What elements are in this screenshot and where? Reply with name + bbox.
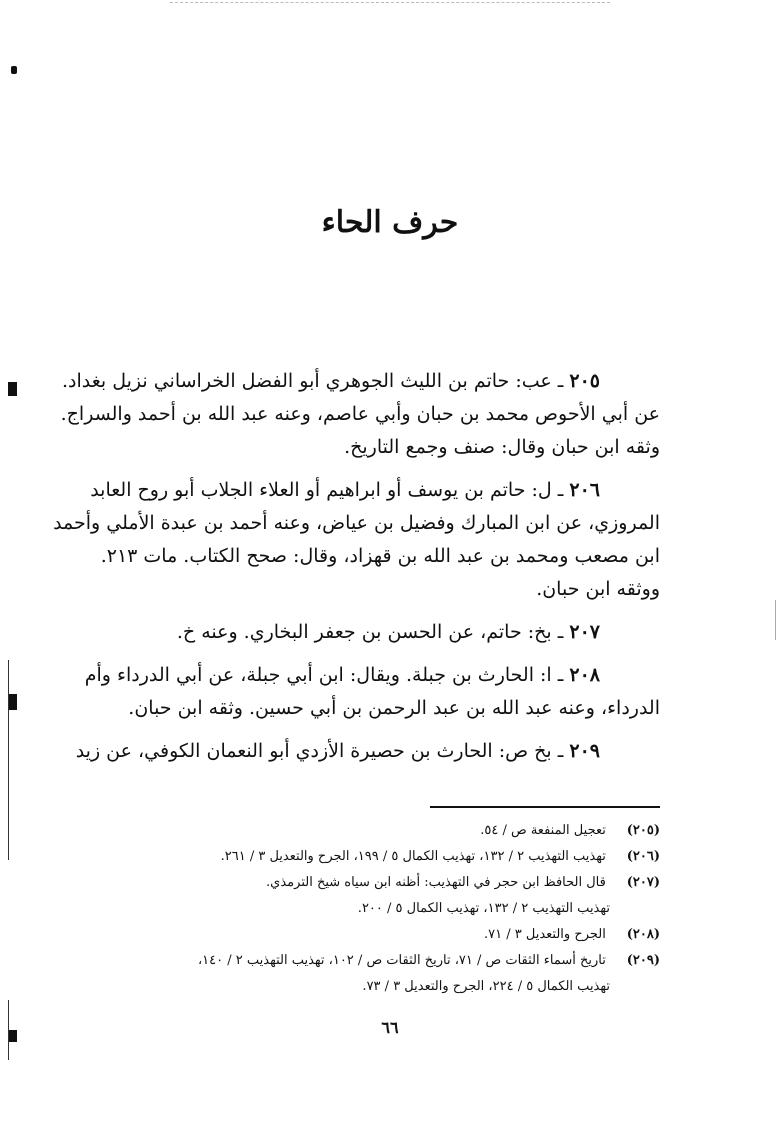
footnote-separator <box>430 806 660 808</box>
scan-mark <box>8 694 17 710</box>
entry-number: ٢٠٧ <box>569 621 600 643</box>
entry-207 <box>104 616 660 649</box>
page-right-edge <box>775 600 776 640</box>
entry-text: ـ بخ ص: الحارث بن حصيرة الأزدي أبو النعمان الكوفي، عن زيد <box>75 740 564 762</box>
entry-text: ـ ل: حاتم بن يوسف أو ابراهيم أو العلاء الجلاب أبو روح العابد <box>90 479 564 501</box>
footnote-number: (٢٠٦) <box>626 849 660 864</box>
entry-number: ٢٠٨ <box>569 664 600 686</box>
footnote-205 <box>100 818 660 844</box>
entry-line: الدرداء، وعنه عبد الله بن عبد الرحمن بن أبي حسين. وثقه ابن حبان. <box>128 697 660 719</box>
entry-first-line <box>104 616 660 649</box>
footnotes <box>100 818 660 1000</box>
entry-206 <box>53 474 660 606</box>
footnote-text: قال الحافظ ابن حجر في التهذيب: أظنه ابن سياه شيخ الترمذي. <box>266 875 606 890</box>
entry-line: المروزي، عن ابن المبارك وفضيل بن عياض، وعنه أحمد بن عبدة الأملي وأحمد <box>53 512 660 534</box>
footnote-text: تعجيل المنفعة ص / ٥٤. <box>480 823 606 838</box>
footnote-207 <box>100 870 660 896</box>
footnote-text: تاريخ أسماء الثقات ص / ٧١، تاريخ الثقات ص / ١٠٢، تهذيب التهذيب ٢ / ١٤٠، <box>197 953 606 968</box>
entry-first-line <box>75 735 660 768</box>
entry-205 <box>60 365 660 464</box>
entry-text: ـ بخ: حاتم، عن الحسن بن جعفر البخاري. وعنه خ. <box>176 621 564 643</box>
footnote-208 <box>100 922 660 948</box>
entry-line: ووثقه ابن حبان. <box>536 578 660 600</box>
entry-line: ابن مصعب ومحمد بن عبد الله بن قهزاد، وقال: صحح الكتاب. مات ٢١٣. <box>100 545 660 567</box>
entry-number: ٢٠٦ <box>569 479 600 501</box>
footnote-continuation: تهذيب الكمال ٥ / ٢٢٤، الجرح والتعديل ٣ / ٧٣. <box>362 979 610 994</box>
footnote-206 <box>100 844 660 870</box>
footnote-209 <box>100 948 660 974</box>
entries-body <box>53 365 660 778</box>
entry-first-line <box>90 474 660 507</box>
scan-mark <box>8 382 17 396</box>
entry-first-line <box>61 365 660 398</box>
footnote-text: الجرح والتعديل ٣ / ٧١. <box>483 927 606 942</box>
footnote-number: (٢٠٩) <box>626 953 660 968</box>
chapter-title: حرف الحاء <box>321 205 459 240</box>
scan-mark <box>11 66 17 74</box>
entry-text: ـ ا: الحارث بن جبلة. ويقال: ابن أبي جبلة، عن أبي الدرداء وأم <box>84 664 564 686</box>
entry-text: ـ عب: حاتم بن الليث الجوهري أبو الفضل الخراساني نزيل بغداد. <box>61 370 564 392</box>
footnote-continuation: تهذيب التهذيب ٢ / ١٣٢، تهذيب الكمال ٥ / ٢٠٠. <box>357 901 610 916</box>
page-number: ٦٦ <box>381 1018 399 1037</box>
entry-first-line <box>84 659 660 692</box>
entry-number: ٢٠٩ <box>569 740 600 762</box>
footnote-number: (٢٠٧) <box>626 875 660 890</box>
entry-208 <box>84 659 660 725</box>
scan-edge-line <box>8 660 9 860</box>
scan-top-edge <box>170 2 610 5</box>
footnote-number: (٢٠٨) <box>626 927 660 942</box>
footnote-text: تهذيب التهذيب ٢ / ١٣٢، تهذيب الكمال ٥ / ١٩٩، الجرح والتعديل ٣ / ٢٦١. <box>220 849 606 864</box>
entry-209 <box>75 735 660 768</box>
footnote-number: (٢٠٥) <box>626 823 660 838</box>
entry-number: ٢٠٥ <box>569 370 600 392</box>
entry-line: عن أبي الأحوص محمد بن حبان وأبي عاصم، وعنه عبد الله بن أحمد والسراج. <box>60 403 660 425</box>
entry-line: وثقه ابن حبان وقال: صنف وجمع التاريخ. <box>344 436 660 458</box>
